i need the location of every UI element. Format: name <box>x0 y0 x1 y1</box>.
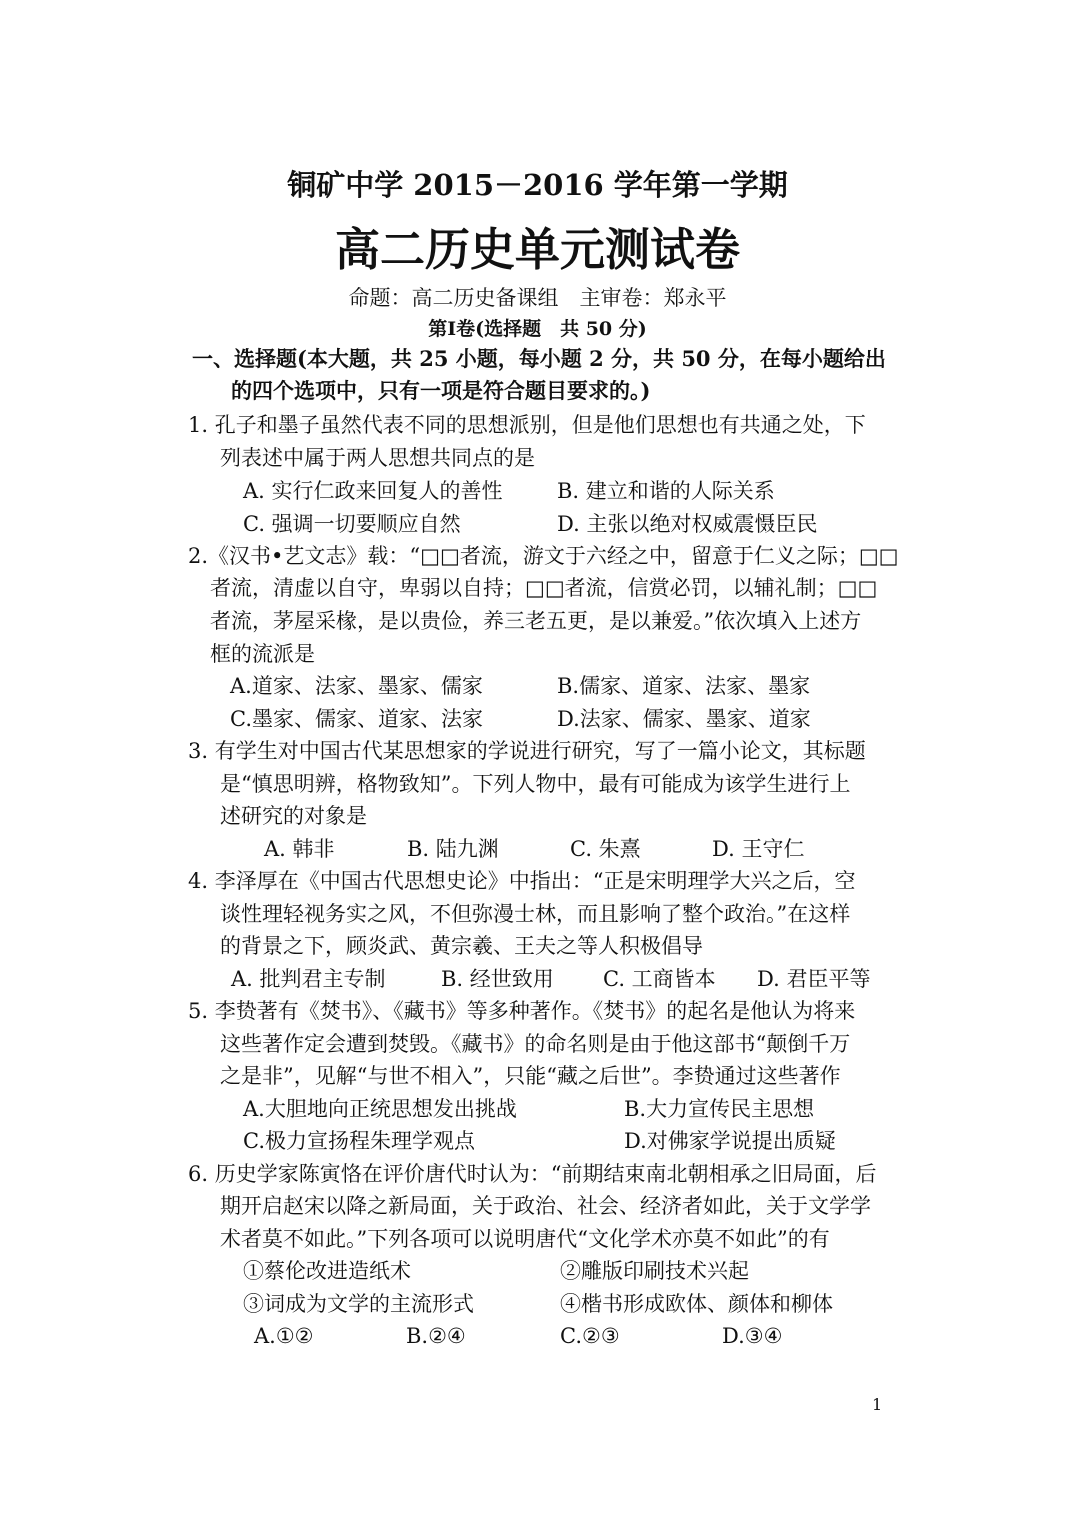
option-c: C.极力宣扬程朱理学观点 <box>243 1129 475 1153</box>
question-stem: 3. 有学生对中国古代某思想家的学说进行研究，写了一篇小论文，其标题 <box>188 739 866 763</box>
option-d: D.法家、儒家、墨家、道家 <box>557 707 811 731</box>
question-stem: 期开启赵宋以降之新局面，关于政治、社会、经济者如此，关于文学学 <box>220 1194 871 1218</box>
question-stem: 1. 孔子和墨子虽然代表不同的思想派别，但是他们思想也有共通之处，下 <box>188 413 866 437</box>
question-stem: 列表述中属于两人思想共同点的是 <box>220 446 535 470</box>
option-b: B. 建立和谐的人际关系 <box>557 479 775 503</box>
option-c: C.墨家、儒家、道家、法家 <box>230 707 483 731</box>
option-a: A.道家、法家、墨家、儒家 <box>230 674 483 698</box>
option-b: B.大力宣传民主思想 <box>624 1097 815 1121</box>
option-b: B. 陆九渊 <box>407 837 499 861</box>
section-heading-continued: 的四个选项中，只有一项是符合题目要求的。) <box>231 378 651 403</box>
question-stem: 者流，清虚以自守，卑弱以自持；□□者流，信赏必罚，以辅礼制；□□ <box>210 576 878 600</box>
option-d: D.对佛家学说提出质疑 <box>624 1129 836 1153</box>
option-c: C. 强调一切要顺应自然 <box>243 512 461 536</box>
option-a: A.①② <box>254 1324 314 1348</box>
item-1: ①蔡伦改进造纸术 <box>243 1259 411 1283</box>
question-stem: 之是非”，见解“与世不相入”，只能“藏之后世”。李贽通过这些著作 <box>220 1064 841 1088</box>
part-label: 第Ⅰ卷(选择题 共 50 分) <box>428 318 647 340</box>
option-b: B.儒家、道家、法家、墨家 <box>557 674 811 698</box>
question-stem: 5. 李贽著有《焚书》、《藏书》等多种著作。《焚书》的起名是他认为将来 <box>188 999 856 1023</box>
page-number: 1 <box>872 1395 883 1414</box>
question-stem: 6. 历史学家陈寅恪在评价唐代时认为：“前期结束南北朝相承之旧局面，后 <box>188 1162 877 1186</box>
question-stem: 4. 李泽厚在《中国古代思想史论》中指出：“正是宋明理学大兴之后，空 <box>188 869 856 893</box>
option-d: D. 王守仁 <box>712 837 805 861</box>
question-stem: 框的流派是 <box>210 642 315 666</box>
option-a: A.大胆地向正统思想发出挑战 <box>243 1097 517 1121</box>
item-2: ②雕版印刷技术兴起 <box>560 1259 749 1283</box>
question-stem: 这些著作定会遭到焚毁。《藏书》的命名则是由于他这部书“颠倒千万 <box>220 1032 851 1056</box>
exam-authors: 命题：高二历史备课组 主审卷：郑永平 <box>348 286 727 310</box>
question-stem: 述研究的对象是 <box>220 804 367 828</box>
option-c: C.②③ <box>560 1324 620 1348</box>
school-title: 铜矿中学 2015－2016 学年第一学期 <box>287 168 788 202</box>
exam-title: 高二历史单元测试卷 <box>334 223 740 276</box>
option-a: A. 实行仁政来回复人的善性 <box>243 479 503 503</box>
question-stem: 者流，茅屋采椽，是以贵俭，养三老五更，是以兼爱。”依次填入上述方 <box>210 609 862 633</box>
option-a: A. 批判君主专制 <box>231 967 386 991</box>
option-d: D. 主张以绝对权威震慑臣民 <box>557 512 818 536</box>
option-a: A. 韩非 <box>264 837 335 861</box>
option-b: B. 经世致用 <box>441 967 554 991</box>
section-heading: 一、选择题(本大题，共 25 小题，每小题 2 分，共 50 分，在每小题给出 <box>192 346 886 371</box>
question-stem: 的背景之下，顾炎武、黄宗羲、王夫之等人积极倡导 <box>220 934 703 958</box>
item-4: ④楷书形成欧体、颜体和柳体 <box>560 1292 833 1316</box>
option-d: D.③④ <box>722 1324 783 1348</box>
question-stem: 2.《汉书•艺文志》载：“□□者流，游文于六经之中，留意于仁义之际；□□ <box>188 544 899 568</box>
option-d: D. 君臣平等 <box>757 967 871 991</box>
item-3: ③词成为文学的主流形式 <box>243 1292 474 1316</box>
option-b: B.②④ <box>406 1324 466 1348</box>
question-stem: 谈性理轻视务实之风，不但弥漫士林，而且影响了整个政治。”在这样 <box>220 902 851 926</box>
option-c: C. 朱熹 <box>570 837 641 861</box>
option-c: C. 工商皆本 <box>603 967 716 991</box>
question-stem: 术者莫不如此。”下列各项可以说明唐代“文化学术亦莫不如此”的有 <box>220 1227 830 1251</box>
question-stem: 是“慎思明辨，格物致知”。下列人物中，最有可能成为该学生进行上 <box>220 772 851 796</box>
